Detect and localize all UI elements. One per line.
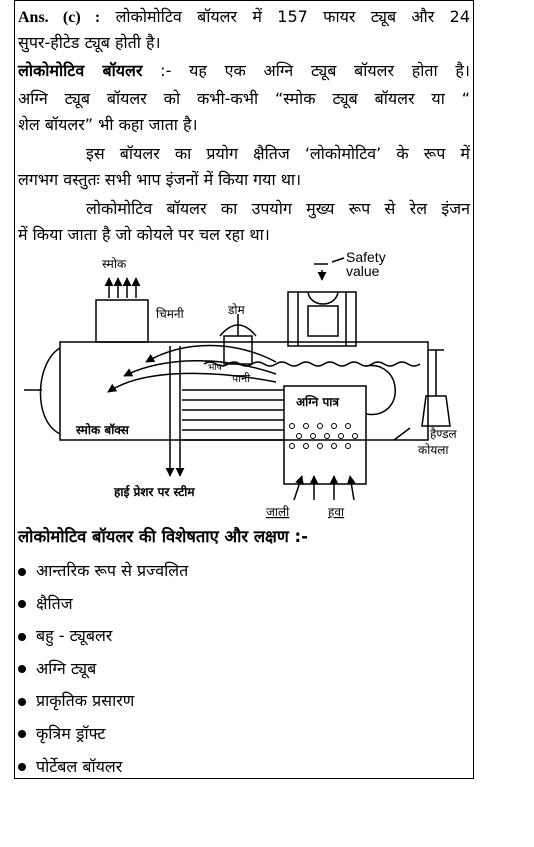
para1-line-1: इस बॉयलर का प्रयोग क्षैतिज ‘लोकोमोटिव’ के रूप में xyxy=(86,144,470,163)
features-list xyxy=(18,557,188,785)
smoke-box-door xyxy=(40,348,60,434)
firebox-label: अग्नि पात्र xyxy=(296,395,340,409)
definition-heading: लोकोमोटिव बॉयलर xyxy=(18,61,143,80)
hp-steam-label: हाई प्रेशर पर स्टीम xyxy=(114,485,195,499)
bullet-icon xyxy=(18,600,26,608)
smokebox-label: स्मोक बॉक्स xyxy=(76,423,129,437)
locomotive-boiler-diagram xyxy=(14,250,474,522)
features-heading: लोकोमोटिव बॉयलर की विशेषताए और लक्षण :- xyxy=(18,527,308,546)
list-item: बहु - ट्यूबलर xyxy=(18,622,188,655)
air-arrow xyxy=(350,476,354,500)
definition-sep: :- xyxy=(160,61,172,80)
list-item: कृत्रिम ड्रॉफ्ट xyxy=(18,720,188,753)
grate-label: जाली xyxy=(266,505,290,519)
bullet-icon xyxy=(18,568,26,576)
definition-line-2: अग्नि ट्यूब बॉयलर को कभी-कभी “स्मोक ट्यूब बॉयलर या “ xyxy=(18,89,470,108)
chimney xyxy=(96,300,148,342)
list-item: पोर्टेबल बॉयलर xyxy=(18,753,188,786)
para2-line-2: में किया जाता है जो कोयले पर चल रहा था। xyxy=(18,225,270,244)
definition-text: यह एक अग्नि ट्यूब बॉयलर होता है। xyxy=(189,61,470,80)
bullet-icon xyxy=(18,698,26,706)
bullet-icon xyxy=(18,763,26,771)
para1-line-2: लगभग वस्तुतः सभी भाप इंजनों में किया गया था। xyxy=(18,170,302,189)
valve-body xyxy=(308,306,338,336)
list-item: क्षैतिज xyxy=(18,590,188,623)
list-item: आन्तरिक रूप से प्रज्वलित xyxy=(18,557,188,590)
definition-line-3: शेल बॉयलर” भी कहा जाता है। xyxy=(18,115,198,134)
air-arrow xyxy=(294,476,302,500)
air-label: हवा xyxy=(328,505,345,519)
bullet-icon xyxy=(18,633,26,641)
chimney-label: चिमनी xyxy=(156,307,184,321)
dome-label: डोम xyxy=(228,303,245,317)
coal-label: कोयला xyxy=(418,443,449,457)
answer-label: Ans. (c) : xyxy=(18,9,101,26)
answer-line-1 xyxy=(18,4,470,31)
smoke-label: स्मोक xyxy=(102,257,127,271)
bullet-icon xyxy=(18,665,26,673)
steam-label: भाप xyxy=(208,363,222,373)
bullet-icon xyxy=(18,730,26,738)
safety-label-2: value xyxy=(346,263,380,279)
answer-text: लोकोमोटिव बॉयलर में 157 फायर ट्यूब और 24 xyxy=(115,7,471,26)
handle-label: हैण्डल xyxy=(430,427,457,441)
safety-label-1: Safety xyxy=(346,250,386,265)
coal-handle xyxy=(422,396,450,426)
safety-leader xyxy=(332,258,344,262)
list-item: अग्नि ट्यूब xyxy=(18,655,188,688)
definition-line-1 xyxy=(18,58,470,84)
list-item: प्राकृतिक प्रसारण xyxy=(18,687,188,720)
grate-coals xyxy=(290,424,358,449)
para2-line-1: लोकोमोटिव बॉयलर का उपयोग मुख्य रूप से रेल इंजन xyxy=(86,199,470,218)
answer-line-2: सुपर-हीटेड ट्यूब होती है। xyxy=(18,33,161,52)
water-label: पानी xyxy=(232,372,251,385)
